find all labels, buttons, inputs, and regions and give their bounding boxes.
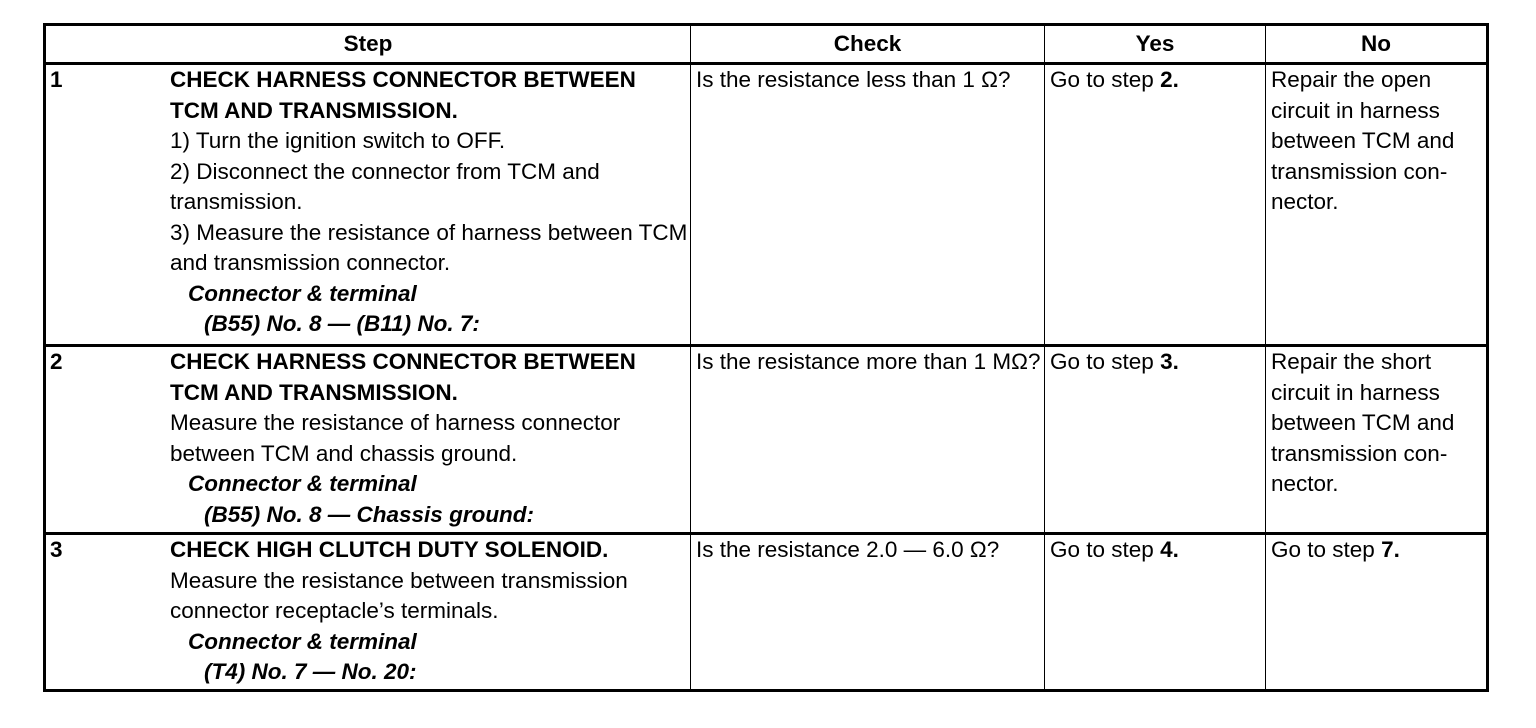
step-instruction: 2) Disconnect the connector from TCM and transmission. <box>170 158 600 214</box>
yes-prefix: Go to step <box>1050 537 1161 562</box>
check-cell: Is the resistance 2.0 — 6.0 Ω? <box>691 534 1045 691</box>
yes-prefix: Go to step <box>1050 349 1161 374</box>
no-step-number: 7. <box>1381 537 1400 562</box>
step-number: 2 <box>50 349 63 374</box>
step-body <box>170 347 690 530</box>
no-cell: Repair the short circuit in harness between TCM and transmission con-nector. <box>1266 346 1488 534</box>
diagnostic-table <box>43 23 1489 692</box>
yes-step-number: 3. <box>1160 349 1179 374</box>
table-row <box>45 64 1488 346</box>
connector-terminal-value: (B55) No. 8 — (B11) No. 7: <box>204 311 480 336</box>
connector-terminal-label: Connector & terminal <box>188 628 417 654</box>
step-body <box>170 65 690 340</box>
header-check: Check <box>691 25 1045 64</box>
step-number: 1 <box>50 67 63 92</box>
yes-cell <box>1045 346 1266 534</box>
step-cell <box>45 346 691 534</box>
check-cell: Is the resistance more than 1 MΩ? <box>691 346 1045 534</box>
step-title: CHECK HARNESS CONNECTOR BETWEEN TCM AND TRANSMISSION. <box>170 67 636 123</box>
header-row <box>45 25 1488 64</box>
step-number: 3 <box>50 537 63 562</box>
step-cell <box>45 534 691 691</box>
step-instruction: 1) Turn the ignition switch to OFF. <box>170 128 506 153</box>
header-yes: Yes <box>1045 25 1266 64</box>
no-cell <box>1266 534 1488 691</box>
connector-terminal-value: (T4) No. 7 — No. 20: <box>204 659 417 684</box>
step-instruction: Measure the resistance between transmission connector receptacle’s terminals. <box>170 567 628 623</box>
step-instruction: 3) Measure the resistance of harness between TCM and transmission connector. <box>170 219 688 275</box>
yes-prefix: Go to step <box>1050 67 1161 92</box>
step-title: CHECK HARNESS CONNECTOR BETWEEN TCM AND TRANSMISSION. <box>170 349 636 405</box>
yes-step-number: 2. <box>1160 67 1179 92</box>
connector-terminal-value: (B55) No. 8 — Chassis ground: <box>204 501 535 527</box>
header-step: Step <box>45 25 691 64</box>
yes-cell <box>1045 534 1266 691</box>
header-no: No <box>1266 25 1488 64</box>
yes-step-number: 4. <box>1160 537 1179 562</box>
no-prefix: Go to step <box>1271 537 1382 562</box>
table-row <box>45 534 1488 691</box>
step-body <box>170 535 690 688</box>
no-cell: Repair the open circuit in harness between TCM and transmission con-nector. <box>1266 64 1488 346</box>
step-instruction: Measure the resistance of harness connector between TCM and chassis ground. <box>170 410 621 466</box>
table-row <box>45 346 1488 534</box>
connector-terminal-label: Connector & terminal <box>188 471 417 496</box>
yes-cell <box>1045 64 1266 346</box>
connector-terminal-label: Connector & terminal <box>188 280 417 306</box>
step-cell <box>45 64 691 346</box>
check-cell: Is the resistance less than 1 Ω? <box>691 64 1045 346</box>
step-title: CHECK HIGH CLUTCH DUTY SOLENOID. <box>170 537 609 562</box>
